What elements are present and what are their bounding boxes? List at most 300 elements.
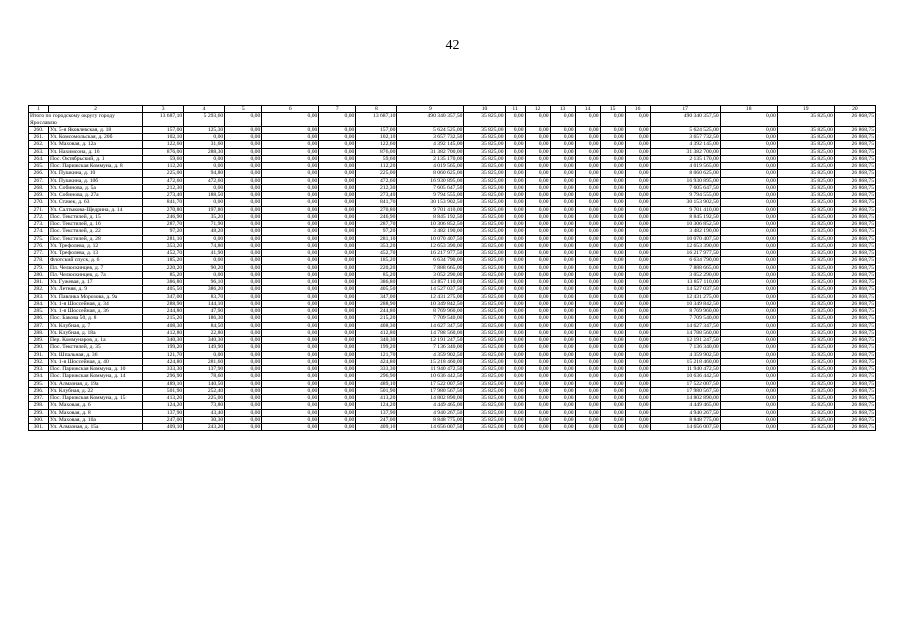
- value-cell: 0,00: [720, 228, 777, 235]
- address-cell: Флотский спуск, д. 6: [49, 257, 143, 264]
- address-cell: Ул. 5-я Яковлевская, д. 18: [49, 126, 143, 133]
- value-cell: 0,00: [262, 199, 319, 206]
- value-cell: 0,00: [525, 228, 550, 235]
- value-cell: 5 624 525,00: [397, 126, 464, 133]
- value-cell: 0,00: [625, 148, 650, 155]
- value-cell: 4 019 565,00: [397, 163, 464, 170]
- value-cell: 0,00: [319, 315, 356, 322]
- value-cell: 0,00: [600, 344, 625, 351]
- value-cell: 0,00: [720, 148, 777, 155]
- value-cell: 16 930 895,00: [650, 177, 720, 184]
- value-cell: 273,40: [143, 192, 184, 199]
- value-cell: 186,30: [184, 315, 225, 322]
- value-cell: 0,00: [550, 163, 575, 170]
- table-row: [29, 134, 876, 141]
- value-cell: 0,00: [225, 358, 262, 365]
- value-cell: 0,00: [575, 250, 600, 257]
- value-cell: 16 217 977,50: [397, 250, 464, 257]
- value-cell: 0,00: [319, 148, 356, 155]
- value-cell: 26 868,75: [834, 148, 875, 155]
- value-cell: 0,00: [225, 134, 262, 141]
- value-cell: 12 653 390,00: [397, 242, 464, 249]
- value-cell: 0,00: [319, 170, 356, 177]
- value-cell: 0,00: [525, 416, 550, 423]
- table-row: [29, 402, 876, 409]
- value-cell: 501,90: [143, 387, 184, 394]
- value-cell: 12 191 247,50: [650, 337, 720, 344]
- value-cell: 347,00: [143, 293, 184, 300]
- value-cell: 6 634 790,00: [650, 257, 720, 264]
- value-cell: 35 825,00: [464, 177, 505, 184]
- value-cell: 35 825,00: [464, 264, 505, 271]
- value-cell: 0,00: [575, 293, 600, 300]
- value-cell: 0,00: [575, 206, 600, 213]
- value-cell: 489,10: [356, 380, 397, 387]
- value-cell: 0,00: [262, 315, 319, 322]
- value-cell: 0,00: [720, 192, 777, 199]
- value-cell: 0,00: [625, 322, 650, 329]
- value-cell: 0,00: [505, 134, 525, 141]
- column-number-row: [29, 106, 876, 113]
- value-cell: 0,00: [505, 373, 525, 380]
- value-cell: 0,00: [625, 134, 650, 141]
- row-number-cell: 292.: [29, 358, 49, 365]
- value-cell: 0,00: [625, 279, 650, 286]
- table-row: [29, 250, 876, 257]
- value-cell: 0,00: [550, 184, 575, 191]
- value-cell: 35 825,00: [464, 250, 505, 257]
- value-cell: 35 825,00: [777, 206, 834, 213]
- value-cell: 35 825,00: [777, 170, 834, 177]
- table-row: [29, 322, 876, 329]
- row-number-cell: 287.: [29, 322, 49, 329]
- value-cell: 0,00: [720, 177, 777, 184]
- table-row: [29, 184, 876, 191]
- value-cell: 26 868,75: [834, 213, 875, 220]
- value-cell: 0,00: [575, 300, 600, 307]
- value-cell: 43,40: [184, 409, 225, 416]
- value-cell: 7 605 647,50: [397, 184, 464, 191]
- value-cell: 0,00: [575, 134, 600, 141]
- row-number-cell: 280.: [29, 271, 49, 278]
- value-cell: 0,00: [575, 337, 600, 344]
- value-cell: 35 825,00: [777, 293, 834, 300]
- value-cell: 122,60: [356, 141, 397, 148]
- address-cell: Ул. Шпальная, д. 36: [49, 351, 143, 358]
- row-number-cell: 274.: [29, 228, 49, 235]
- row-number-cell: 270.: [29, 199, 49, 206]
- value-cell: 0,00: [505, 424, 525, 431]
- total-value-cell: 35 825,00: [777, 113, 834, 127]
- value-cell: 0,00: [225, 286, 262, 293]
- row-number-cell: 265.: [29, 163, 49, 170]
- value-cell: 16 217 977,50: [650, 250, 720, 257]
- total-value-cell: 0,00: [225, 113, 262, 127]
- value-cell: 9 701 410,00: [650, 206, 720, 213]
- column-number-cell: 10: [464, 106, 505, 113]
- value-cell: 0,00: [184, 235, 225, 242]
- value-cell: 0,00: [262, 344, 319, 351]
- table-row: [29, 329, 876, 336]
- row-number-cell: 288.: [29, 329, 49, 336]
- value-cell: 0,00: [505, 155, 525, 162]
- value-cell: 353,20: [356, 242, 397, 249]
- value-cell: 35 825,00: [777, 199, 834, 206]
- value-cell: 0,00: [720, 351, 777, 358]
- value-cell: 35 825,00: [464, 373, 505, 380]
- table-row: [29, 351, 876, 358]
- value-cell: 0,00: [550, 213, 575, 220]
- value-cell: 13 857 110,00: [650, 279, 720, 286]
- table-row: [29, 199, 876, 206]
- table-row: [29, 126, 876, 133]
- value-cell: 0,00: [575, 315, 600, 322]
- value-cell: 0,00: [225, 308, 262, 315]
- total-row: [29, 113, 876, 127]
- value-cell: 0,00: [225, 322, 262, 329]
- value-cell: 215,20: [356, 315, 397, 322]
- value-cell: 14 802 890,00: [397, 395, 464, 402]
- column-number-cell: 17: [650, 106, 720, 113]
- value-cell: 0,00: [225, 424, 262, 431]
- value-cell: 26 868,75: [834, 177, 875, 184]
- value-cell: 0,00: [319, 416, 356, 423]
- value-cell: 157,00: [143, 126, 184, 133]
- value-cell: 35 825,00: [777, 163, 834, 170]
- value-cell: 0,00: [720, 242, 777, 249]
- value-cell: 35 825,00: [464, 221, 505, 228]
- value-cell: 0,00: [525, 344, 550, 351]
- table-row: [29, 416, 876, 423]
- address-cell: Ул. Салтыкова-Щедрина, д. 14: [49, 206, 143, 213]
- table-row: [29, 271, 876, 278]
- value-cell: 35 825,00: [464, 155, 505, 162]
- value-cell: 0,00: [720, 337, 777, 344]
- row-number-cell: 261.: [29, 134, 49, 141]
- value-cell: 296,90: [356, 373, 397, 380]
- value-cell: 0,00: [505, 271, 525, 278]
- value-cell: 0,00: [505, 315, 525, 322]
- value-cell: 0,00: [720, 315, 777, 322]
- value-cell: 4 359 902,50: [650, 351, 720, 358]
- value-cell: 0,00: [550, 373, 575, 380]
- value-cell: 0,00: [625, 250, 650, 257]
- value-cell: 0,00: [505, 163, 525, 170]
- total-value-cell: 490 340 357,50: [397, 113, 464, 127]
- value-cell: 0,00: [625, 300, 650, 307]
- total-value-cell: 13 687,10: [143, 113, 184, 127]
- row-number-cell: 275.: [29, 235, 49, 242]
- total-value-cell: 0,00: [525, 113, 550, 127]
- value-cell: 0,00: [225, 300, 262, 307]
- value-cell: 0,00: [550, 271, 575, 278]
- value-cell: 0,00: [550, 235, 575, 242]
- value-cell: 35 825,00: [777, 279, 834, 286]
- address-cell: Пос. Текстилей, д. 35: [49, 344, 143, 351]
- value-cell: 0,00: [600, 221, 625, 228]
- value-cell: 0,00: [625, 155, 650, 162]
- value-cell: 4 359 902,50: [397, 351, 464, 358]
- value-cell: 9 701 410,00: [397, 206, 464, 213]
- value-cell: 0,00: [625, 221, 650, 228]
- table-row: [29, 148, 876, 155]
- row-number-cell: 260.: [29, 126, 49, 133]
- value-cell: 199,20: [143, 344, 184, 351]
- value-cell: 35 825,00: [777, 315, 834, 322]
- value-cell: 0,00: [525, 257, 550, 264]
- value-cell: 288,90: [356, 300, 397, 307]
- address-cell: Пос. Бакова 50, д. 8: [49, 315, 143, 322]
- value-cell: 0,00: [505, 235, 525, 242]
- value-cell: 14 527 037,50: [650, 286, 720, 293]
- value-cell: 12 653 390,00: [650, 242, 720, 249]
- table-row: [29, 286, 876, 293]
- value-cell: 0,00: [184, 271, 225, 278]
- value-cell: 71,90: [184, 221, 225, 228]
- value-cell: 0,00: [575, 373, 600, 380]
- value-cell: 0,00: [225, 409, 262, 416]
- value-cell: 17 522 007,50: [397, 380, 464, 387]
- value-cell: 26 868,75: [834, 344, 875, 351]
- value-cell: 140,50: [184, 380, 225, 387]
- value-cell: 10 636 442,50: [397, 373, 464, 380]
- value-cell: 0,00: [720, 358, 777, 365]
- value-cell: 0,00: [550, 242, 575, 249]
- value-cell: 97,20: [143, 228, 184, 235]
- value-cell: 0,00: [550, 387, 575, 394]
- value-cell: 0,00: [550, 358, 575, 365]
- value-cell: 0,00: [225, 387, 262, 394]
- address-cell: Ул. Трефолева, д. 13: [49, 250, 143, 257]
- value-cell: 0,00: [225, 184, 262, 191]
- table-row: [29, 221, 876, 228]
- value-cell: 0,00: [525, 264, 550, 271]
- value-cell: 0,00: [225, 141, 262, 148]
- value-cell: 0,00: [720, 163, 777, 170]
- total-label-cell: Итого по городскому округу городу Ярославлю: [29, 113, 143, 127]
- value-cell: 0,00: [720, 424, 777, 431]
- value-cell: 0,00: [600, 235, 625, 242]
- value-cell: 0,00: [720, 155, 777, 162]
- value-cell: 35 825,00: [464, 242, 505, 249]
- value-cell: 26 868,75: [834, 387, 875, 394]
- value-cell: 188,50: [184, 192, 225, 199]
- value-cell: 0,00: [600, 264, 625, 271]
- value-cell: 0,00: [720, 126, 777, 133]
- value-cell: 7 709 540,00: [397, 315, 464, 322]
- value-cell: 841,70: [143, 199, 184, 206]
- column-number-cell: 6: [262, 106, 319, 113]
- total-value-cell: 0,00: [262, 113, 319, 127]
- value-cell: 0,00: [625, 380, 650, 387]
- value-cell: 35 825,00: [777, 366, 834, 373]
- value-cell: 0,00: [575, 126, 600, 133]
- value-cell: 0,00: [525, 250, 550, 257]
- value-cell: 0,00: [720, 344, 777, 351]
- value-cell: 30,30: [184, 416, 225, 423]
- value-cell: 35 825,00: [777, 402, 834, 409]
- value-cell: 35 825,00: [464, 402, 505, 409]
- value-cell: 59,60: [356, 155, 397, 162]
- value-cell: 0,00: [505, 344, 525, 351]
- value-cell: 48,20: [184, 228, 225, 235]
- value-cell: 8 848 775,00: [397, 416, 464, 423]
- value-cell: 26 868,75: [834, 395, 875, 402]
- value-cell: 0,00: [575, 257, 600, 264]
- value-cell: 0,00: [225, 315, 262, 322]
- value-cell: 0,00: [600, 126, 625, 133]
- value-cell: 0,00: [319, 300, 356, 307]
- value-cell: 0,00: [262, 308, 319, 315]
- value-cell: 0,00: [319, 235, 356, 242]
- value-cell: 47,90: [184, 308, 225, 315]
- value-cell: 0,00: [319, 373, 356, 380]
- value-cell: 0,00: [625, 192, 650, 199]
- value-cell: 0,00: [525, 177, 550, 184]
- value-cell: 0,00: [262, 300, 319, 307]
- value-cell: 0,00: [625, 424, 650, 431]
- address-cell: Ул. Стачек, д. 63: [49, 199, 143, 206]
- value-cell: 7 136 340,00: [397, 344, 464, 351]
- total-value-cell: 26 868,75: [834, 113, 875, 127]
- value-cell: 4 940 267,50: [650, 409, 720, 416]
- value-cell: 0,00: [720, 329, 777, 336]
- value-cell: 0,00: [225, 329, 262, 336]
- value-cell: 0,00: [225, 148, 262, 155]
- value-cell: 0,00: [575, 286, 600, 293]
- value-cell: 35 825,00: [777, 300, 834, 307]
- value-cell: 0,00: [720, 322, 777, 329]
- value-cell: 0,00: [550, 155, 575, 162]
- table-row: [29, 192, 876, 199]
- value-cell: 35 825,00: [464, 228, 505, 235]
- value-cell: 122,60: [143, 141, 184, 148]
- table-row: [29, 279, 876, 286]
- value-cell: 0,00: [505, 286, 525, 293]
- value-cell: 270,80: [143, 206, 184, 213]
- value-cell: 26 868,75: [834, 126, 875, 133]
- value-cell: 0,00: [625, 286, 650, 293]
- value-cell: 0,00: [225, 395, 262, 402]
- data-table-container: [28, 105, 876, 431]
- value-cell: 0,00: [625, 141, 650, 148]
- value-cell: 0,00: [600, 358, 625, 365]
- value-cell: 185,20: [356, 257, 397, 264]
- row-number-cell: 296.: [29, 387, 49, 394]
- value-cell: 0,00: [550, 134, 575, 141]
- table-row: [29, 177, 876, 184]
- value-cell: 0,00: [600, 351, 625, 358]
- value-cell: 3 052 290,00: [397, 271, 464, 278]
- value-cell: 0,00: [625, 409, 650, 416]
- value-cell: 73,80: [184, 402, 225, 409]
- value-cell: 0,00: [600, 329, 625, 336]
- row-number-cell: 298.: [29, 402, 49, 409]
- value-cell: 0,00: [600, 424, 625, 431]
- value-cell: 35 825,00: [464, 184, 505, 191]
- value-cell: 0,00: [600, 271, 625, 278]
- value-cell: 281,10: [356, 235, 397, 242]
- value-cell: 14 627 347,50: [650, 322, 720, 329]
- column-number-cell: 4: [184, 106, 225, 113]
- value-cell: 0,00: [550, 300, 575, 307]
- value-cell: 244,80: [143, 308, 184, 315]
- value-cell: 0,00: [184, 351, 225, 358]
- table-row: [29, 409, 876, 416]
- value-cell: 0,00: [505, 380, 525, 387]
- value-cell: 85,20: [143, 271, 184, 278]
- value-cell: 102,10: [143, 134, 184, 141]
- value-cell: 412,80: [356, 329, 397, 336]
- value-cell: 59,60: [143, 155, 184, 162]
- value-cell: 413,20: [356, 395, 397, 402]
- value-cell: 0,00: [225, 170, 262, 177]
- value-cell: 0,00: [262, 221, 319, 228]
- address-cell: Ул. Гужевая, д. 17: [49, 279, 143, 286]
- value-cell: 0,00: [550, 395, 575, 402]
- value-cell: 7 709 540,00: [650, 315, 720, 322]
- row-number-cell: 291.: [29, 351, 49, 358]
- value-cell: 35 825,00: [777, 308, 834, 315]
- value-cell: 0,00: [505, 351, 525, 358]
- value-cell: 0,00: [319, 308, 356, 315]
- value-cell: 0,00: [262, 148, 319, 155]
- value-cell: 409,10: [143, 424, 184, 431]
- value-cell: 11 940 472,50: [397, 366, 464, 373]
- value-cell: 0,00: [600, 228, 625, 235]
- value-cell: 112,20: [356, 163, 397, 170]
- value-cell: 0,00: [625, 366, 650, 373]
- value-cell: 412,80: [143, 329, 184, 336]
- value-cell: 0,00: [225, 416, 262, 423]
- value-cell: 0,00: [225, 199, 262, 206]
- value-cell: 243,20: [184, 424, 225, 431]
- value-cell: 8 060 625,00: [650, 170, 720, 177]
- value-cell: 10 070 407,50: [650, 235, 720, 242]
- row-number-cell: 267.: [29, 177, 49, 184]
- value-cell: 215,20: [143, 315, 184, 322]
- value-cell: 0,00: [319, 163, 356, 170]
- total-value-cell: 5 293,60: [184, 113, 225, 127]
- value-cell: 3 482 190,00: [397, 228, 464, 235]
- value-cell: 841,70: [356, 199, 397, 206]
- value-cell: 0,00: [262, 264, 319, 271]
- value-cell: 0,00: [319, 213, 356, 220]
- value-cell: 0,00: [525, 351, 550, 358]
- value-cell: 0,00: [575, 163, 600, 170]
- table-row: [29, 206, 876, 213]
- value-cell: 0,00: [262, 329, 319, 336]
- value-cell: 0,00: [505, 337, 525, 344]
- value-cell: 0,00: [505, 250, 525, 257]
- value-cell: 0,00: [225, 242, 262, 249]
- value-cell: 296,90: [143, 373, 184, 380]
- table-row: [29, 300, 876, 307]
- value-cell: 0,00: [525, 395, 550, 402]
- value-cell: 102,10: [356, 134, 397, 141]
- value-cell: 0,00: [600, 134, 625, 141]
- value-cell: 26 868,75: [834, 308, 875, 315]
- value-cell: 0,00: [319, 221, 356, 228]
- value-cell: 0,00: [319, 351, 356, 358]
- value-cell: 408,30: [143, 322, 184, 329]
- value-cell: 0,00: [600, 170, 625, 177]
- value-cell: 0,00: [505, 206, 525, 213]
- value-cell: 0,00: [625, 206, 650, 213]
- table-row: [29, 141, 876, 148]
- value-cell: 26 868,75: [834, 155, 875, 162]
- value-cell: 0,00: [319, 134, 356, 141]
